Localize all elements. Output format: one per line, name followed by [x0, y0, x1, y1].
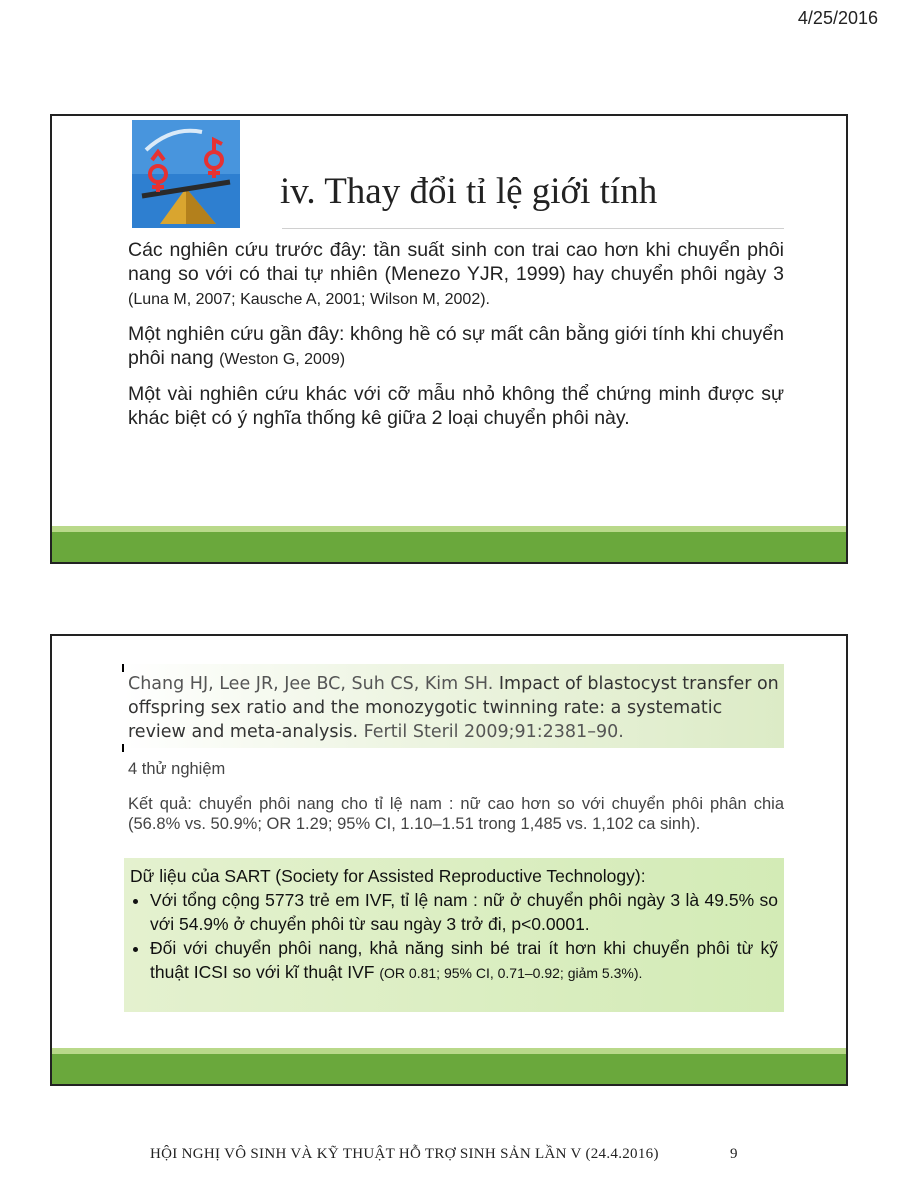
header-date: 4/25/2016	[797, 8, 878, 28]
sart-bullet: • Với tổng cộng 5773 trẻ em IVF, tỉ lệ nam : nữ ở chuyển phôi ngày 3 là 49.5% so với 54.9% ở chuyển phôi từ sau ngày 3 trở đi, p<0.0001.	[150, 888, 778, 936]
paragraph-text: Các nghiên cứu trước đây: tần suất sinh con trai cao hơn khi chuyển phôi nang so với có thai tự nhiên (Menezo YJR, 1999) hay chuyển phôi ngày 3	[128, 239, 784, 285]
citation-title: Impact of blastocyst transfer on offspring sex ratio and the monozygotic twinning rate: a systematic review and meta-analysis.	[128, 674, 779, 742]
slide-2	[50, 634, 848, 1086]
paragraph-previous-studies	[128, 238, 784, 312]
citation-box	[124, 664, 784, 748]
gender-balance-icon	[132, 120, 240, 228]
sart-box	[124, 858, 784, 1012]
page-footer: HỘI NGHỊ VÔ SINH VÀ KỸ THUẬT HỖ TRỢ SINH SẢN LẦN V (24.4.2016)	[150, 1146, 659, 1162]
trials-count: 4 thử nghiệm	[128, 760, 226, 778]
title-divider	[282, 228, 784, 229]
sart-bullet	[150, 936, 778, 985]
textbox-handle-bottom	[122, 744, 124, 752]
bullet-reference: (OR 0.81; 95% CI, 0.71–0.92; giảm 5.3%).	[379, 965, 643, 981]
paragraph-reference: (Luna M, 2007; Kausche A, 2001; Wilson M, 2002).	[128, 291, 490, 308]
footer-bar-dark	[52, 1054, 846, 1084]
slide-1	[50, 114, 848, 564]
sart-list	[130, 888, 778, 985]
citation-authors: Chang HJ, Lee JR, Jee BC, Suh CS, Kim SH.	[128, 674, 499, 694]
paragraph-text: Một nghiên cứu gần đây: không hề có sự mất cân bằng giới tính khi chuyển phôi nang	[128, 323, 784, 369]
slide-1-title: iv. Thay đổi tỉ lệ giới tính	[280, 171, 658, 212]
page-number: 9	[730, 1146, 738, 1162]
sart-heading: Dữ liệu của SART (Society for Assisted Reproductive Technology):	[130, 866, 646, 886]
paragraph-reference: (Weston G, 2009)	[219, 351, 346, 368]
bullet-text: Đối với chuyển phôi nang, khả năng sinh bé trai ít hơn khi chuyển phôi từ kỹ thuật ICSI so với kĩ thuật IVF	[150, 938, 778, 982]
footer-bar-dark	[52, 532, 846, 562]
paragraph-small-studies: Một vài nghiên cứu khác với cỡ mẫu nhỏ không thể chứng minh được sự khác biệt có ý nghĩa thống kê giữa 2 loại chuyển phôi này.	[128, 383, 784, 429]
results-text: Kết quả: chuyển phôi nang cho tỉ lệ nam : nữ cao hơn so với chuyển phôi phân chia (56.8% vs. 50.9%; OR 1.29; 95% CI, 1.10–1.51 trong 1,485 vs. 1,102 ca sinh).	[128, 795, 784, 833]
citation-journal: Fertil Steril 2009;91:2381–90.	[358, 722, 624, 742]
paragraph-recent-study	[128, 322, 784, 372]
slide-1-body	[128, 238, 784, 440]
